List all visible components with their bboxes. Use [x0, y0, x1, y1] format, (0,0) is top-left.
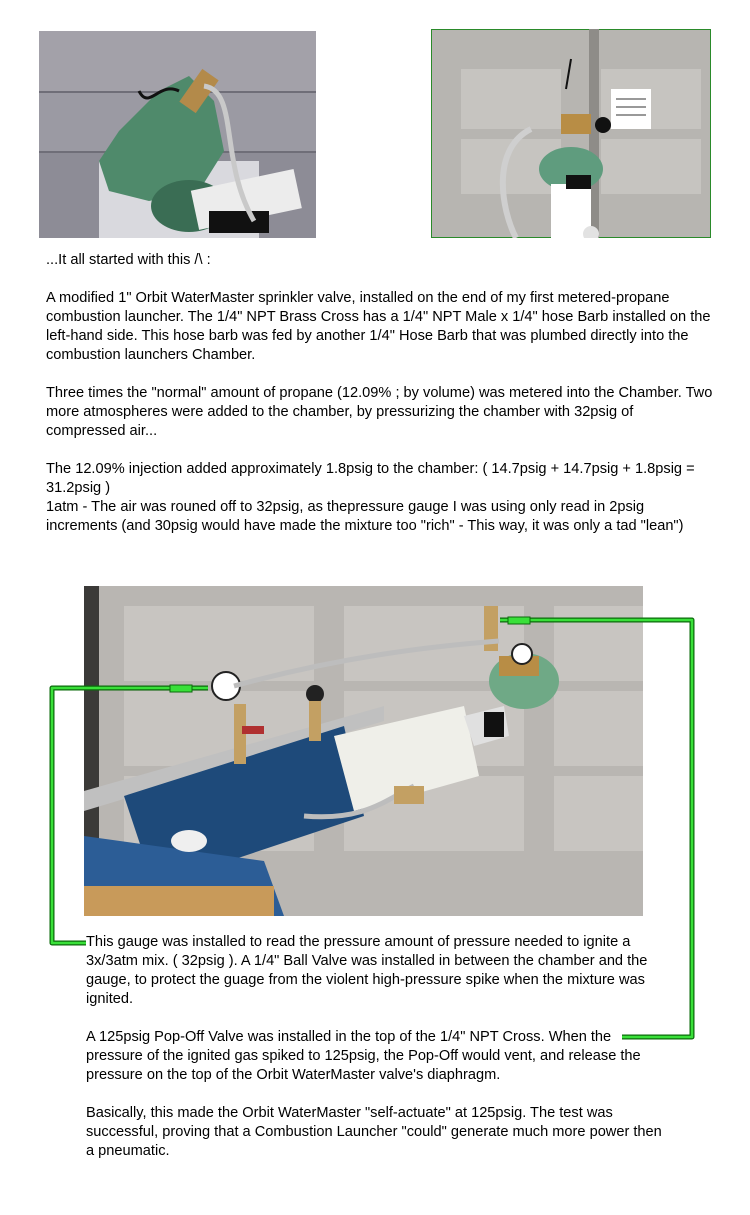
intro-text-block [46, 251, 716, 536]
intro-paragraph-1: A modified 1" Orbit WaterMaster sprinkler valve, installed on the end of my first metered-propane combustion launcher. The 1/4" NPT Brass Cross has a 1/4" NPT Male x 1/4" hose Barb installed on the left-hand side. This hose barb was fed by another 1/4" Hose Barb that was plumbed directly into the combustion launchers Chamber. [46, 290, 711, 363]
photo-combustion-launcher [84, 586, 643, 916]
photo-sprinkler-valve-closeup [39, 31, 316, 238]
intro-paragraph-2: Three times the "normal" amount of propane (12.09% ; by volume) was metered into the Chamber. Two more atmospheres were added to the chamber, by pressurizing the chamber with 32psig of compressed air... [46, 385, 713, 439]
gauge-note: This gauge was installed to read the pressure amount of pressure needed to ignite a 3x/3atm mix. ( 32psig ). A 1/4" Ball Valve was installed in between the chamber and the gauge, to protect the guage from the violent high-pressure spike when the mixture was ignited. [86, 934, 648, 1007]
photo-brass-cross-gauge [431, 29, 711, 238]
popoff-note: A 125psig Pop-Off Valve was installed in the top of the 1/4" NPT Cross. When the pressure of the ignited gas spiked to 125psig, the Pop-Off would vent, and release the pressure on the top of the Orbit WaterMaster valve's diaphragm. [86, 1029, 641, 1083]
annotation-text-block [86, 933, 666, 1161]
intro-heading: ...It all started with this /\ : [46, 252, 211, 268]
intro-paragraph-3a: The 12.09% injection added approximately 1.8psig to the chamber: ( 14.7psig + 14.7psig + 1.8psig = 31.2psig ) [46, 461, 695, 496]
intro-paragraph-3b: 1atm - The air was rouned off to 32psig, as thepressure gauge I was using only read in 2psig increments (and 30psig would have made the mixture too "rich" - This way, it was only a tad "lean") [46, 499, 684, 534]
conclusion-note: Basically, this made the Orbit WaterMaster "self-actuate" at 125psig. The test was successful, proving that a Combustion Launcher "could" generate much more power then a pneumatic. [86, 1105, 662, 1159]
